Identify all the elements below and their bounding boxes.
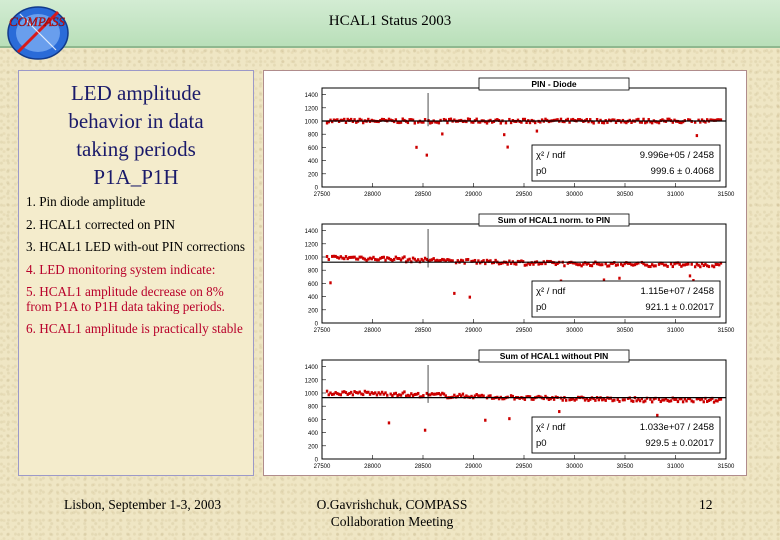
stats-value: 9.996e+05 / 2458 bbox=[639, 150, 714, 161]
y-tick-label: 1200 bbox=[304, 106, 318, 113]
data-point bbox=[343, 118, 345, 121]
data-point bbox=[506, 146, 508, 149]
x-tick-label: 27500 bbox=[313, 464, 331, 470]
stats-value: 1.033e+07 / 2458 bbox=[639, 422, 714, 433]
data-point bbox=[637, 118, 639, 121]
x-tick-label: 28000 bbox=[364, 328, 381, 334]
x-tick-label: 28500 bbox=[414, 464, 432, 470]
x-tick-label: 27500 bbox=[313, 328, 331, 334]
compass-logo bbox=[2, 2, 72, 60]
data-point bbox=[474, 259, 476, 262]
slide-title: HCAL1 Status 2003 bbox=[328, 13, 452, 29]
data-point bbox=[352, 393, 354, 396]
x-tick-label: 31500 bbox=[717, 192, 735, 198]
x-tick-label: 31000 bbox=[667, 192, 684, 198]
stats-value: 1.115e+07 / 2458 bbox=[640, 286, 714, 297]
y-tick-label: 1000 bbox=[304, 391, 318, 398]
data-point bbox=[613, 399, 615, 402]
x-tick-label: 28500 bbox=[414, 328, 432, 334]
data-point bbox=[417, 392, 419, 395]
data-point bbox=[326, 255, 328, 258]
data-point bbox=[623, 398, 625, 401]
stats-value: 929.5 ± 0.02017 bbox=[645, 438, 714, 449]
x-tick-label: 29000 bbox=[465, 464, 482, 470]
y-tick-label: 1200 bbox=[304, 378, 318, 385]
data-point bbox=[469, 296, 471, 299]
data-point bbox=[708, 265, 710, 268]
stats-value: 999.6 ± 0.4068 bbox=[650, 166, 714, 177]
x-tick-label: 29500 bbox=[515, 328, 533, 334]
y-tick-label: 1200 bbox=[304, 242, 318, 249]
x-tick-label: 28000 bbox=[364, 464, 381, 470]
data-point bbox=[414, 122, 416, 125]
plot-title: PIN - Diode bbox=[531, 79, 577, 89]
data-point bbox=[482, 394, 484, 397]
y-tick-label: 600 bbox=[307, 145, 318, 152]
data-point bbox=[677, 400, 679, 403]
data-point bbox=[329, 281, 331, 284]
x-tick-label: 30500 bbox=[616, 328, 634, 334]
x-tick-label: 31000 bbox=[667, 464, 684, 470]
data-point bbox=[506, 263, 508, 266]
y-tick-label: 0 bbox=[314, 185, 318, 192]
data-point bbox=[558, 410, 560, 413]
stats-label: p0 bbox=[536, 438, 547, 449]
data-point bbox=[656, 414, 658, 417]
data-point bbox=[670, 399, 672, 402]
data-point bbox=[666, 265, 668, 268]
x-tick-label: 29000 bbox=[465, 192, 482, 198]
plot-title: Sum of HCAL1 without PIN bbox=[499, 351, 609, 361]
x-tick-label: 29500 bbox=[515, 464, 533, 470]
data-point bbox=[567, 118, 569, 121]
data-point bbox=[524, 398, 526, 401]
data-point bbox=[524, 118, 526, 121]
data-point bbox=[515, 263, 517, 266]
data-point bbox=[632, 400, 634, 403]
data-point bbox=[388, 421, 390, 424]
list-item: 2. HCAL1 corrected on PIN bbox=[26, 216, 176, 232]
list-item: 6. HCAL1 amplitude is practically stable bbox=[26, 321, 243, 336]
y-tick-label: 800 bbox=[307, 132, 318, 139]
y-tick-label: 1400 bbox=[304, 93, 318, 100]
data-point bbox=[672, 265, 674, 268]
data-point bbox=[562, 399, 564, 402]
data-point bbox=[699, 265, 701, 268]
data-point bbox=[424, 429, 426, 432]
y-tick-label: 600 bbox=[307, 417, 318, 424]
y-tick-label: 800 bbox=[307, 404, 318, 411]
data-point bbox=[505, 121, 507, 124]
y-tick-label: 1000 bbox=[304, 119, 318, 126]
x-tick-label: 30000 bbox=[566, 192, 583, 198]
data-point bbox=[386, 394, 388, 397]
data-point bbox=[563, 264, 565, 267]
data-point bbox=[592, 122, 594, 125]
data-point bbox=[682, 400, 684, 403]
x-tick-label: 28000 bbox=[364, 192, 381, 198]
y-tick-label: 0 bbox=[314, 457, 318, 464]
data-point bbox=[601, 263, 603, 266]
y-tick-label: 0 bbox=[314, 321, 318, 328]
data-point bbox=[503, 133, 505, 136]
stats-label: χ² / ndf bbox=[536, 286, 566, 297]
data-point bbox=[422, 394, 424, 397]
data-point bbox=[651, 400, 653, 403]
footer-location: Lisbon, September 1-3, 2003 bbox=[64, 497, 222, 512]
data-point bbox=[383, 256, 385, 259]
data-point bbox=[508, 417, 510, 420]
data-point bbox=[326, 390, 328, 393]
text-panel bbox=[18, 70, 254, 476]
data-point bbox=[687, 263, 689, 266]
x-tick-label: 29000 bbox=[465, 328, 482, 334]
panel-title: LED amplitude behavior in data taking periods P1A_P1H bbox=[68, 81, 204, 189]
data-point bbox=[534, 121, 536, 124]
data-point bbox=[618, 400, 620, 403]
stats-label: χ² / ndf bbox=[536, 150, 566, 161]
data-point bbox=[644, 399, 646, 402]
y-tick-label: 200 bbox=[307, 172, 318, 179]
data-point bbox=[689, 274, 691, 277]
y-tick-label: 400 bbox=[307, 295, 318, 302]
data-point bbox=[536, 130, 538, 133]
list-item: 4. LED monitoring system indicate: bbox=[26, 261, 216, 277]
data-point bbox=[484, 419, 486, 422]
data-point bbox=[408, 258, 410, 261]
stats-label: p0 bbox=[536, 166, 547, 177]
data-point bbox=[441, 132, 443, 135]
y-tick-label: 600 bbox=[307, 281, 318, 288]
data-point bbox=[475, 118, 477, 121]
y-tick-label: 400 bbox=[307, 431, 318, 438]
data-point bbox=[696, 134, 698, 137]
data-point bbox=[605, 399, 607, 402]
x-tick-label: 30500 bbox=[616, 192, 634, 198]
data-point bbox=[446, 121, 448, 124]
data-point bbox=[403, 390, 405, 393]
y-tick-label: 400 bbox=[307, 159, 318, 166]
list-item: 5. HCAL1 amplitude decrease on 8% from P1A to P1H data taking periods. bbox=[26, 284, 225, 314]
data-point bbox=[415, 146, 417, 149]
x-tick-label: 29500 bbox=[515, 192, 533, 198]
x-tick-label: 30500 bbox=[616, 464, 634, 470]
data-point bbox=[403, 255, 405, 258]
page-number: 12 bbox=[699, 497, 713, 512]
data-point bbox=[438, 121, 440, 124]
data-point bbox=[565, 399, 567, 402]
x-tick-label: 31500 bbox=[717, 464, 735, 470]
data-point bbox=[594, 399, 596, 402]
data-point bbox=[617, 263, 619, 266]
x-tick-label: 30000 bbox=[566, 328, 583, 334]
x-tick-label: 27500 bbox=[313, 192, 331, 198]
data-point bbox=[642, 118, 644, 121]
y-tick-label: 200 bbox=[307, 308, 318, 315]
y-tick-label: 1400 bbox=[304, 229, 318, 236]
data-point bbox=[362, 393, 364, 396]
data-point bbox=[489, 394, 491, 397]
findings-list bbox=[26, 195, 248, 345]
svg-text:COMPASS: COMPASS bbox=[8, 14, 66, 29]
data-point bbox=[328, 258, 330, 261]
data-point bbox=[453, 292, 455, 295]
plots-svg bbox=[264, 71, 746, 475]
y-tick-label: 200 bbox=[307, 444, 318, 451]
data-point bbox=[467, 258, 469, 261]
x-tick-label: 28500 bbox=[414, 192, 432, 198]
x-tick-label: 31000 bbox=[667, 328, 684, 334]
footer-author: O.Gavrishchuk, COMPASS Collaboration Meeting bbox=[316, 497, 468, 529]
data-point bbox=[670, 262, 672, 265]
data-point bbox=[703, 400, 705, 403]
y-tick-label: 1000 bbox=[304, 255, 318, 262]
plots-panel bbox=[263, 70, 747, 476]
stats-value: 921.1 ± 0.02017 bbox=[645, 302, 714, 313]
x-tick-label: 30000 bbox=[566, 464, 583, 470]
list-item: 3. HCAL1 LED with-out PIN corrections bbox=[26, 239, 246, 254]
data-point bbox=[691, 263, 693, 266]
y-tick-label: 1400 bbox=[304, 365, 318, 372]
data-point bbox=[462, 393, 464, 396]
data-point bbox=[618, 277, 620, 280]
data-point bbox=[692, 400, 694, 403]
data-point bbox=[426, 154, 428, 157]
plot-title: Sum of HCAL1 norm. to PIN bbox=[497, 215, 611, 225]
data-point bbox=[340, 393, 342, 396]
y-tick-label: 800 bbox=[307, 268, 318, 275]
x-tick-label: 31500 bbox=[717, 328, 735, 334]
stats-label: χ² / ndf bbox=[536, 422, 566, 433]
stats-label: p0 bbox=[536, 302, 547, 313]
list-item: 1. Pin diode amplitude bbox=[26, 194, 146, 209]
data-point bbox=[654, 264, 656, 267]
